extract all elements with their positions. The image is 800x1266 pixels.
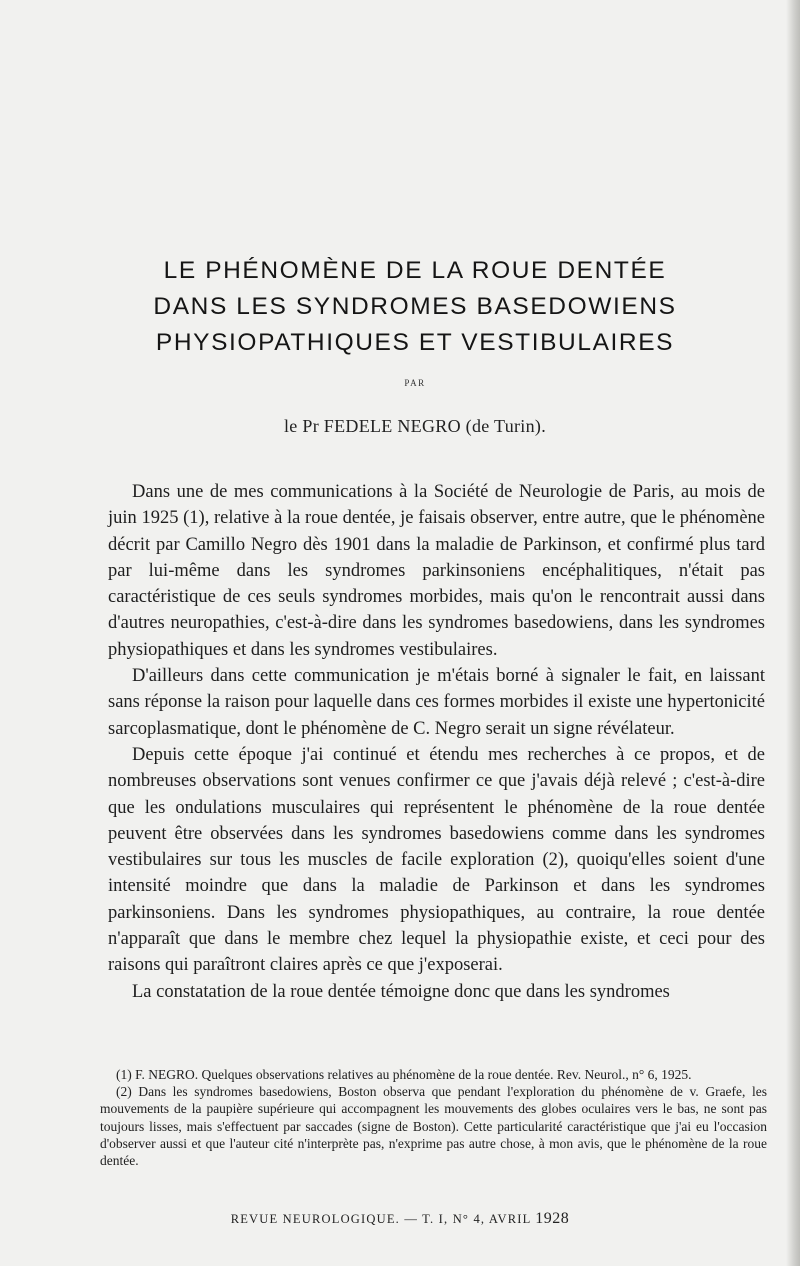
journal-reference: REVUE NEUROLOGIQUE. — T. I, N° 4, AVRIL: [230, 1212, 531, 1226]
by-label: PAR: [404, 378, 426, 388]
footnote: (1) F. NEGRO. Quelques observations relatives au phénomène de la roue dentée. Rev. Neurol., n° 6, 1925.: [116, 1067, 692, 1082]
page-footer: [0, 1210, 800, 1228]
title-line: PHYSIOPATHIQUES ET VESTIBULAIRES: [155, 329, 675, 356]
author-line: le Pr FEDELE NEGRO (de Turin).: [284, 416, 546, 436]
publication-year: 1928: [535, 1210, 570, 1227]
body-paragraph: Dans une de mes communications à la Société de Neurologie de Paris, au mois de juin 1925 (1), relative à la roue dentée, je faisais observer, entre autre, que le phénomène décrit par Camillo Negro dès 1901 dans la maladie de Parkinson, et confirmé plus tard par lui-même dans les syndromes parkinsoniens encéphalitiques, n'était pas caractéristique de ces seuls syndromes morbides, mais qu'on le rencontrait aussi dans d'autres neuropathies, c'est-à-dire dans les syndromes basedowiens, dans les syndromes physiopathiques et dans les syndromes vestibulaires.: [108, 482, 765, 660]
article-title: [100, 253, 730, 361]
body-paragraph: Depuis cette époque j'ai continué et étendu mes recherches à ce propos, et de nombreuses observations sont venues confirmer ce que j'avais déjà relevé ; c'est-à-dire que les ondulations musculaires qui représentent le phénomène de la roue dentée peuvent être observées dans les syndromes basedowiens comme dans les syndromes vestibulaires sur tous les muscles de facile exploration (2), quoiqu'elles soient d'une intensité moindre que dans la maladie de Parkinson et dans les syndromes parkinsoniens. Dans les syndromes physiopathiques, au contraire, la roue dentée n'apparaît que dans le membre chez lequel la physiopathie existe, et ceci pour des raisons qui paraîtront claires après ce que j'exposerai.: [108, 744, 765, 976]
article-body: [108, 479, 765, 1005]
footnotes: [100, 1066, 767, 1169]
title-line: LE PHÉNOMÈNE DE LA ROUE DENTÉE: [163, 257, 667, 284]
title-line: DANS LES SYNDROMES BASEDOWIENS: [153, 293, 677, 320]
body-paragraph: D'ailleurs dans cette communication je m'étais borné à signaler le fait, en laissant sans réponse la raison pour laquelle dans ces formes morbides il existe une hypertonicité sarcoplasmatique, dont le phénomène de C. Negro serait un signe révélateur.: [108, 666, 765, 739]
page-edge: [786, 0, 800, 1266]
body-paragraph: La constatation de la roue dentée témoigne donc que dans les syndromes: [132, 981, 670, 1002]
footnote: (2) Dans les syndromes basedowiens, Boston observa que pendant l'exploration du phénomène de v. Graefe, les mouvements de la paupière supérieure qui accompagnent les mouvements des globes oculaires vers le bas, ne sont pas toujours lisses, mais s'effectuent par saccades (signe de Boston). Cette particularité caractéristique que j'ai eu l'occasion d'observer aussi et que l'auteur cité n'interprète pas, n'exprime pas autre chose, à mon avis, que le phénomène de la roue dentée.: [100, 1084, 767, 1169]
